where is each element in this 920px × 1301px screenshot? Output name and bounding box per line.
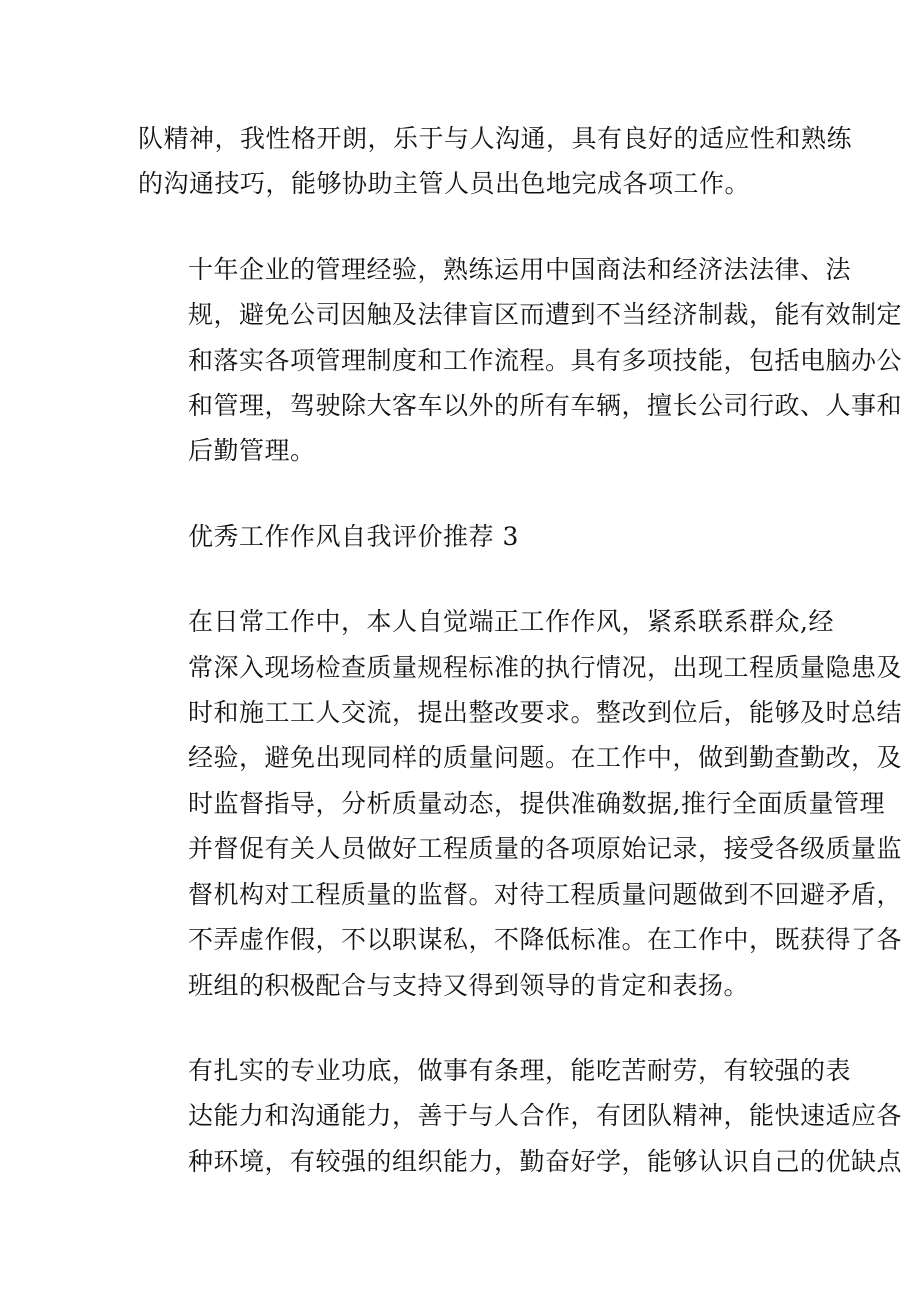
- text-line: 种环境，有较强的组织能力，勤奋好学，能够认识自己的优缺点: [188, 1146, 903, 1176]
- text-line: 经验，避免出现同样的质量问题。在工作中，做到勤查勤改，及: [188, 743, 903, 773]
- paragraph: [138, 514, 798, 559]
- paragraph: [138, 247, 903, 474]
- text-line: 达能力和沟通能力，善于与人合作，有团队精神，能快速适应各: [188, 1101, 903, 1131]
- text-line: 在日常工作中，本人自觉端正工作作风，紧系联系群众,经: [188, 607, 834, 637]
- text-line: 优秀工作作风自我评价推荐 3: [188, 521, 519, 551]
- paragraph: [138, 116, 853, 207]
- text-line: 并督促有关人员做好工程质量的各项原始记录，接受各级质量监: [188, 834, 903, 864]
- text-line: 时监督指导，分析质量动态，提供准确数据,推行全面质量管理: [188, 788, 885, 818]
- document-body: [138, 116, 903, 1224]
- text-line: 不弄虚作假，不以职谋私，不降低标准。在工作中，既获得了各: [188, 925, 903, 955]
- text-line: 后勤管理。: [188, 436, 316, 466]
- text-line: 时和施工工人交流，提出整改要求。整改到位后，能够及时总结: [188, 698, 903, 728]
- text-line: 有扎实的专业功底，做事有条理，能吃苦耐劳，有较强的表: [188, 1055, 852, 1085]
- text-line: 和落实各项管理制度和工作流程。具有多项技能，包括电脑办公: [188, 345, 903, 375]
- text-line: 规，避免公司因触及法律盲区而遭到不当经济制裁，能有效制定: [188, 300, 903, 330]
- paragraph: [138, 599, 903, 1008]
- text-line: 的沟通技巧，能够协助主管人员出色地完成各项工作。: [138, 169, 751, 199]
- text-line: 常深入现场检查质量规程标准的执行情况，出现工程质量隐患及: [188, 652, 903, 682]
- paragraph: [138, 1048, 903, 1184]
- text-line: 班组的积极配合与支持又得到领导的肯定和表扬。: [188, 970, 750, 1000]
- text-line: 队精神，我性格开朗，乐于与人沟通，具有良好的适应性和熟练: [138, 124, 853, 153]
- text-line: 十年企业的管理经验，熟练运用中国商法和经济法法律、法: [188, 254, 852, 284]
- text-line: 和管理，驾驶除大客车以外的所有车辆，擅长公司行政、人事和: [188, 391, 903, 421]
- text-line: 督机构对工程质量的监督。对待工程质量问题做到不回避矛盾，: [188, 879, 903, 909]
